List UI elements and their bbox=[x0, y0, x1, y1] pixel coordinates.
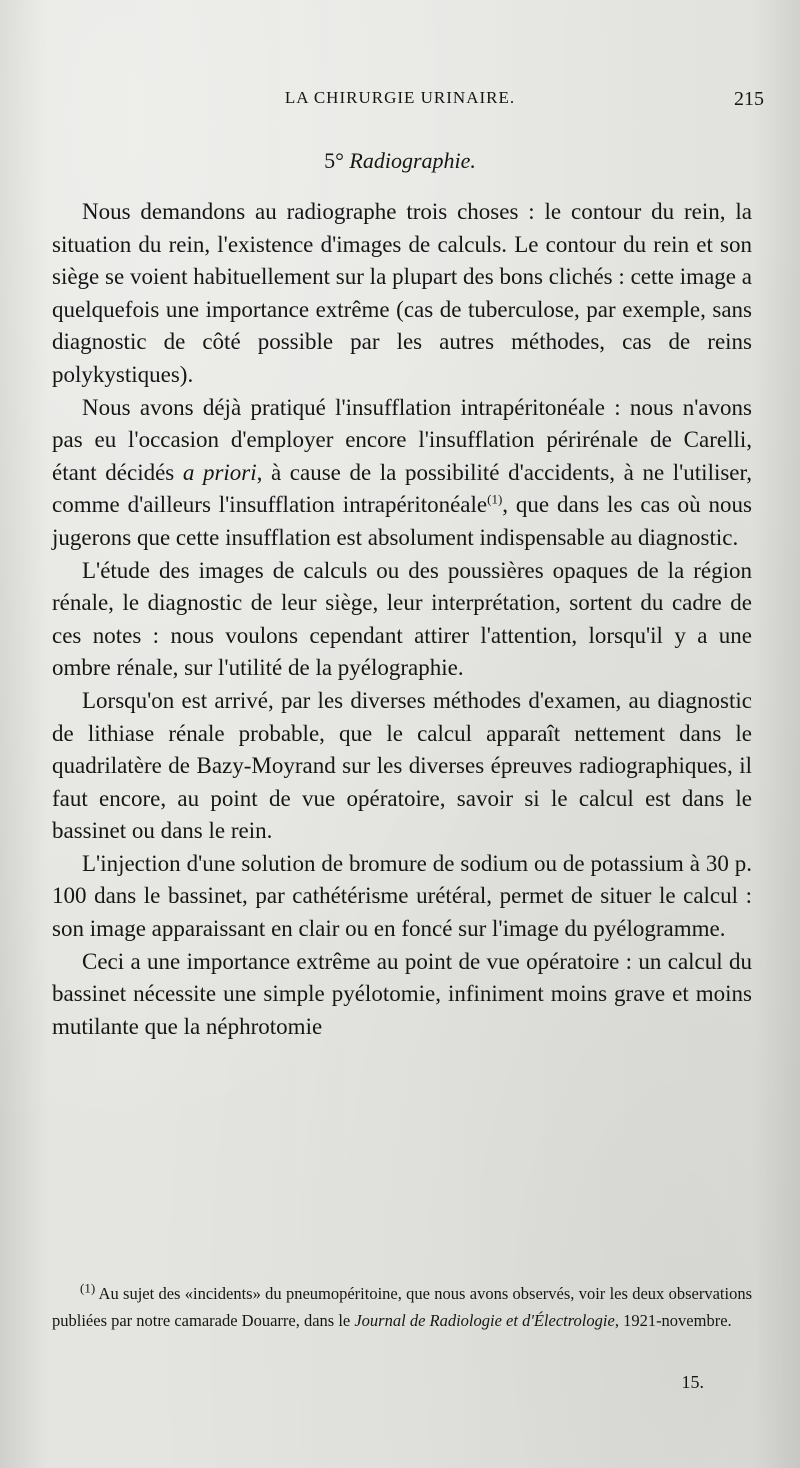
running-title: LA CHIRURGIE URINAIRE. bbox=[284, 88, 516, 107]
section-title: Radiographie. bbox=[349, 148, 476, 173]
footnote bbox=[52, 1280, 752, 1334]
paragraph-6: Ceci a une importance extrême au point de vue opératoire : un calcul du bassinet nécessite une simple pyélotomie, infiniment moins grave et moins mutilante que la néphrotomie bbox=[52, 948, 752, 1039]
paragraph-5: L'injection d'une solution de bromure de sodium ou de potassium à 30 p. 100 dans le bassinet, par cathétérisme urétéral, permet de situer le calcul : son image apparaissant en clair ou en foncé sur l'image du pyélogramme. bbox=[52, 850, 752, 942]
footnote-part-2: , 1921-novembre. bbox=[614, 1311, 732, 1330]
page-number: 215 bbox=[734, 88, 764, 110]
section-heading bbox=[0, 148, 800, 174]
footnote-marker: (1) bbox=[80, 1280, 96, 1296]
paragraph-2-part-2: , à cause de la possibilité d'accidents, à ne l'utiliser, comme d'ailleurs l'insufflation intrapéritonéale bbox=[52, 459, 752, 518]
body-text bbox=[52, 196, 752, 1043]
paragraph-1: Nous demandons au radiographe trois choses : le contour du rein, la situation du rein, l'existence d'images de calculs. Le contour du rein et son siège se voient habituellement sur la plupart des bons clichés : cette image a quelquefois une importance extrême (cas de tuberculose, par exemple, sans diagnostic de côté possible par les autres méthodes, cas de reins polykystiques). bbox=[52, 199, 752, 387]
paragraph-3: L'étude des images de calculs ou des poussières opaques de la région rénale, le diagnostic de leur siège, leur interprétation, sortent du cadre de ces notes : nous voulons cependant attirer l'attention, lorsqu'il y a une ombre rénale, sur l'utilité de la pyélographie. bbox=[52, 557, 752, 681]
paragraph-4: Lorsqu'on est arrivé, par les diverses méthodes d'examen, au diagnostic de lithiase rénale probable, que le calcul apparaît nettement dans le quadrilatère de Bazy-Moyrand sur les diverses épreuves radiographiques, il faut encore, au point de vue opératoire, savoir si le calcul est dans le bassinet ou dans le rein. bbox=[52, 687, 752, 844]
paragraph-2 bbox=[52, 392, 752, 555]
paragraph-2-italic: a priori bbox=[182, 459, 257, 485]
footnote-text bbox=[52, 1280, 752, 1334]
footnote-reference: (1) bbox=[487, 491, 503, 507]
footnote-journal: Journal de Radiologie et d'Électrologie bbox=[354, 1311, 615, 1330]
footnote-part-1: Au sujet des «incidents» du pneumopéritoine, que nous avons observés, voir les deux observations publiées par notre camarade Douarre, dans le bbox=[52, 1284, 752, 1330]
paragraph-2-part-1: Nous avons déjà pratiqué l'insufflation intrapéritonéale : nous n'avons pas eu l'occasion d'employer encore l'insufflation périrénale de Carelli, étant décidés bbox=[52, 394, 752, 485]
section-number: 5° bbox=[324, 148, 344, 173]
printer-signature: 15. bbox=[681, 1372, 704, 1392]
page-header bbox=[0, 88, 800, 118]
paragraph-2-part-3: , que dans les cas où nous jugerons que cette insufflation est absolument indispensable au diagnostic. bbox=[52, 492, 752, 550]
